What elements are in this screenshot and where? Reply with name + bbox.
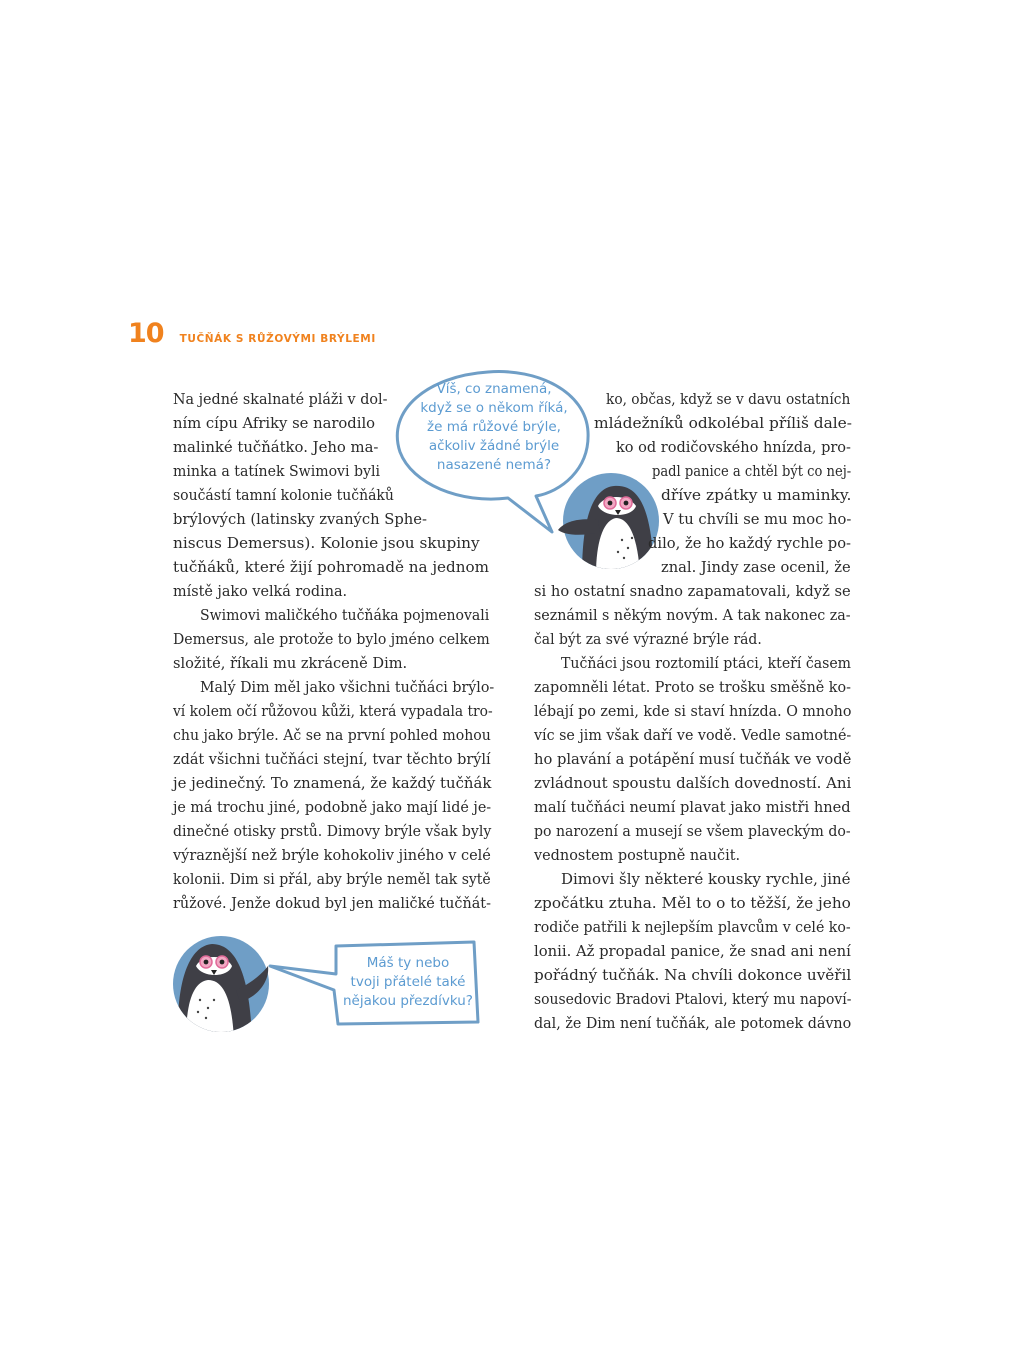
body-line: sousedovic Bradovi Ptalovi, který mu napoví- <box>534 990 852 1008</box>
body-line: niscus Demersus). Kolonie jsou skupiny <box>173 534 480 552</box>
body-line: složité, říkali mu zkráceně Dim. <box>173 654 408 672</box>
bubble-bottom-text <box>340 954 476 1011</box>
bubble-top-line: ačkoliv žádné brýle <box>428 438 560 454</box>
bubble-top-text <box>414 380 574 475</box>
bubble-bottom-line: Máš ty nebo <box>366 955 450 971</box>
body-line: zapomněli létat. Proto se trošku směšně ko- <box>534 678 851 696</box>
bubble-bottom-line: nějakou přezdívku? <box>343 993 473 1009</box>
body-line: si ho ostatní snadno zapamatovali, když se <box>534 582 851 600</box>
body-line: malí tučňáci neumí plavat jako mistři hned <box>534 798 851 816</box>
bubble-top-line: nasazené nemá? <box>436 457 552 473</box>
body-line: brýlových (latinsky zvaných Sphe- <box>173 510 427 528</box>
body-line: Malý Dim měl jako všichni tučňáci brýlo- <box>200 678 495 696</box>
body-line: lonii. Až propadal panice, že snad ani není <box>534 942 851 960</box>
body-line: Na jedné skalnaté pláži v dol- <box>173 390 388 408</box>
body-line: tučňáků, které žijí pohromadě na jednom <box>173 558 489 576</box>
body-line: ko, občas, když se v davu ostatních <box>606 390 851 408</box>
body-line: chu jako brýle. Ač se na první pohled mohou <box>173 726 491 744</box>
body-line: součástí tamní kolonie tučňáků <box>173 486 394 504</box>
penguin-illustration-bottom <box>173 936 269 1040</box>
body-line: zvládnout spoustu dalších dovedností. Ani <box>534 774 852 792</box>
body-line: zdát všichni tučňáci stejní, tvar těchto brýlí <box>173 750 491 768</box>
body-line: Swimovi maličkého tučňáka pojmenovali <box>200 606 490 624</box>
body-line: znal. Jindy zase ocenil, že <box>661 558 851 576</box>
body-line: padl panice a chtěl být co nej- <box>652 462 852 480</box>
body-line: je jedinečný. To znamená, že každý tučňák <box>173 774 492 792</box>
body-line: vednostem postupně naučit. <box>534 846 741 864</box>
bubble-top-line: že má růžové brýle, <box>427 419 561 435</box>
body-line: minka a tatínek Swimovi byli <box>173 462 381 480</box>
bubble-top-line: když se o někom říká, <box>420 400 568 416</box>
body-line: ho plavání a potápění musí tučňák ve vodě <box>534 750 852 768</box>
body-line: mládežníků odkolébal příliš dale- <box>594 414 852 432</box>
body-line: místě jako velká rodina. <box>173 582 348 600</box>
body-line: ví kolem očí růžovou kůži, která vypadala tro- <box>173 702 493 720</box>
penguin-illustration-top <box>558 473 659 575</box>
body-line: růžové. Jenže dokud byl jen maličké tučňát- <box>173 894 491 912</box>
body-line: lébají po zemi, kde si staví hnízda. O mnoho <box>534 702 852 720</box>
body-line: Tučňáci jsou roztomilí ptáci, kteří časem <box>561 654 852 672</box>
body-line: V tu chvíli se mu moc ho- <box>663 510 852 528</box>
body-line: dříve zpátky u maminky. <box>661 486 852 504</box>
body-line: je má trochu jiné, podobně jako mají lidé je- <box>173 798 492 816</box>
bubble-bottom-line: tvoji přátelé také <box>350 974 466 990</box>
body-line: rodiče patřili k nejlepším plavcům v celé ko- <box>534 918 851 936</box>
body-line: zpočátku ztuha. Měl to o to těžší, že jeho <box>534 894 851 912</box>
running-title: TUČŇÁK S RŮŽOVÝMI BRÝLEMI <box>179 333 376 345</box>
body-line: malinké tučňátko. Jeho ma- <box>173 438 379 456</box>
body-line: dinečné otisky prstů. Dimovy brýle však byly <box>173 822 492 840</box>
body-line: ko od rodičovského hnízda, pro- <box>616 438 851 456</box>
body-line: Demersus, ale protože to bylo jméno celkem <box>173 630 490 648</box>
body-line: výraznější než brýle kohokoliv jiného v celé <box>173 846 491 864</box>
body-line: po narození a musejí se všem plaveckým do- <box>534 822 851 840</box>
body-line: ním cípu Afriky se narodilo <box>173 414 376 432</box>
body-line: čal být za své výrazné brýle rád. <box>534 630 762 648</box>
page-number: 10 <box>128 318 164 349</box>
body-line: Dimovi šly některé kousky rychle, jiné <box>561 870 851 888</box>
body-line: seznámil s někým novým. A tak nakonec za- <box>534 606 851 624</box>
body-line: kolonii. Dim si přál, aby brýle neměl tak sytě <box>173 870 491 888</box>
body-line: pořádný tučňák. Na chvíli dokonce uvěřil <box>534 966 852 984</box>
bubble-top-line: Víš, co znamená, <box>436 381 552 397</box>
body-line: dilo, že ho každý rychle po- <box>648 534 852 552</box>
body-line: víc se jim však daří ve vodě. Vedle samotné- <box>534 726 852 744</box>
body-line: dal, že Dim není tučňák, ale potomek dávno <box>534 1014 852 1032</box>
